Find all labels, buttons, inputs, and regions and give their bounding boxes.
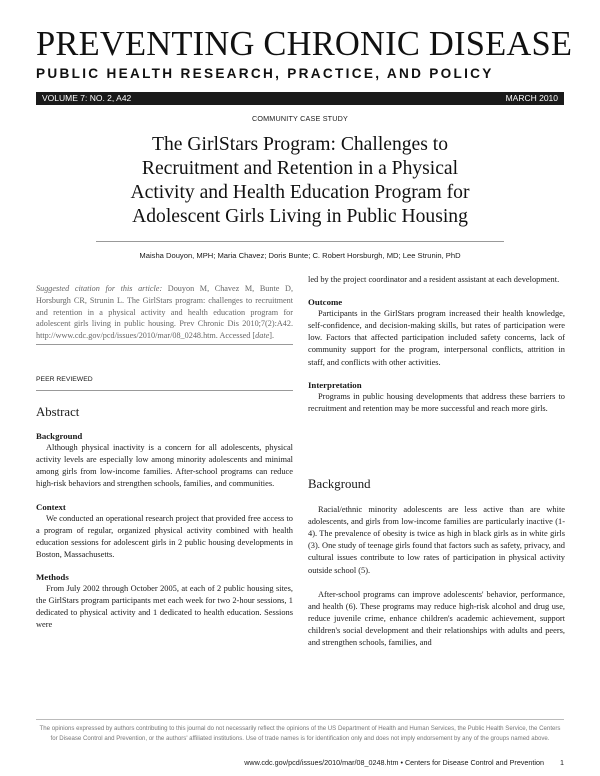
- background-paragraph: Racial/ethnic minority adolescents are less active than are white adolescents, and girls from low-income families are particularly inactive (1-4). The prevalence of obesity is twice as high in black girls as in white girls (3). One study of teenage girls found that factors such as safety, privacy, and cultural issues contribute to low rates of participation in physical activity outside school (5).: [308, 505, 565, 575]
- background-paragraph: After-school programs can improve adolescents' behavior, performance, and health (6). These programs may reduce high-risk alcohol and drug use, reduce juvenile crime, enhance children's academic achievement, support children's social development and their relationships with adults and peers, and strengthen schools, families, and: [308, 589, 565, 648]
- title-line: Activity and Health Education Program for: [130, 182, 470, 203]
- right-column: [308, 274, 565, 415]
- background-section: [308, 478, 565, 649]
- title-line: Recruitment and Retention in a Physical: [141, 158, 459, 179]
- methods-subheading: Methods: [36, 572, 69, 583]
- issue-bar: [36, 92, 564, 105]
- background-heading: Background: [308, 477, 371, 491]
- abstract-heading: Abstract: [36, 405, 80, 419]
- disclaimer-text: The opinions expressed by authors contributing to this journal do not necessarily reflect the opinions of the US Department of Health and Human Services, the Public Health Service, the Centers for Disease Control and Prevention, or the authors' affiliated institutions. Use of trade names is for identification only and does not imply endorsement by any of the groups named above.: [39, 725, 561, 742]
- page-footer: [244, 758, 564, 767]
- article-title: [50, 133, 550, 229]
- abstract-methods-text: From July 2002 through October 2005, at each of 2 public housing sites, the GirlStars program participants met each week for two 2-hour sessions, 1 dedicated to physical activity and 1 dedicated to health education. Sessions were: [36, 584, 293, 630]
- journal-tagline: PUBLIC HEALTH RESEARCH, PRACTICE, AND POLICY: [36, 66, 494, 81]
- title-line: The GirlStars Program: Challenges to: [151, 134, 449, 155]
- context-subheading: Context: [36, 501, 66, 512]
- title-line: Adolescent Girls Living in Public Housing: [132, 206, 468, 227]
- author-list: Maisha Douyon, MPH; Maria Chavez; Doris Bunte; C. Robert Horsburgh, MD; Lee Strunin, PhD: [139, 251, 461, 260]
- issue-date: MARCH 2010: [505, 93, 558, 103]
- abstract-outcome-text: Participants in the GirlStars program increased their health knowledge, self-confidence, and decision-making skills, but rates of participation were low. Factors that affected participation included safety concerns, lack of community support for the program, interpersonal conflicts, attrition in staff, and conflicts with other activities.: [308, 309, 565, 367]
- peer-divider: [36, 390, 293, 391]
- abstract-section: [36, 406, 293, 632]
- volume-label: VOLUME 7: NO. 2, A42: [42, 93, 132, 103]
- citation-divider: [36, 344, 293, 345]
- peer-reviewed-label: PEER REVIEWED: [36, 376, 93, 383]
- abstract-interpretation-text: Programs in public housing developments that address these barriers to recruitment and retention may be more successful and reach more girls.: [308, 391, 565, 413]
- abstract-context-text: We conducted an operational research project that provided free access to a program of regular, organized physical activity combined with health education sessions for adolescent girls in 2 public housing developments in Boston, Massachusetts.: [36, 513, 293, 559]
- footer-url[interactable]: www.cdc.gov/pcd/issues/2010/mar/08_0248.htm • Centers for Disease Control and Prevention: [244, 758, 544, 767]
- background-subheading: Background: [36, 431, 83, 442]
- journal-masthead: PREVENTING CHRONIC DISEASE: [36, 25, 573, 63]
- title-divider: [96, 241, 504, 242]
- citation-link[interactable]: http://www.cdc.gov/pcd/issues/2010/mar/08_0248.htm.: [36, 331, 218, 341]
- suggested-citation: Suggested citation for this article: Douyon M, Chavez M, Bunte D, Horsburgh CR, Strunin L. The GirlStars program: challenges to recruitment and retention in a physical activity and health education program for adolescent girls living in public housing. Prev Chronic Dis 2010;7(2):A42. http://www.cdc.gov/pcd/issues/2010/mar/08_0248.htm. Accessed [date].: [36, 284, 293, 341]
- left-column: [36, 283, 293, 342]
- footer-divider: [36, 719, 564, 720]
- section-label: COMMUNITY CASE STUDY: [251, 114, 349, 123]
- interpretation-subheading: Interpretation: [308, 379, 362, 390]
- page-number: 1: [560, 758, 564, 767]
- outcome-subheading: Outcome: [308, 297, 343, 308]
- abstract-background-text: Although physical inactivity is a concern for all adolescents, physical activity levels are especially low among minority adolescents and minimal among girls from low-income families. After-school programs can reduce high-risk behaviors and strengthen schools, families, and communities.: [36, 443, 293, 489]
- methods-continued-text: led by the project coordinator and a resident assistant at each development.: [308, 275, 560, 284]
